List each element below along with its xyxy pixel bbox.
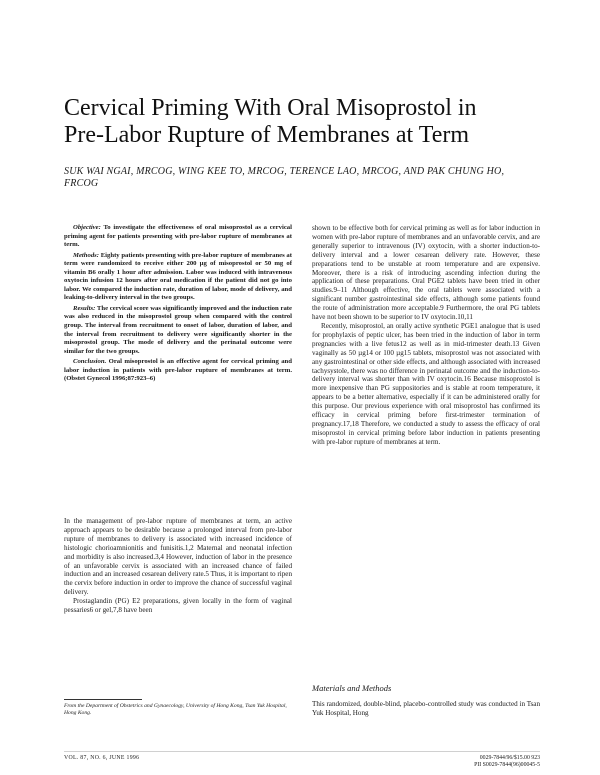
abstract-results [64, 305, 292, 356]
title-line-1: Cervical Priming With Oral Misoprostol in [64, 95, 477, 121]
objective-text: To investigate the effectiveness of oral misoprostol as a cervical priming agent for patients presenting with pre-labor rupture of membranes at term. [64, 224, 292, 249]
results-text: The cervical score was significantly improved and the induction rate was also reduced in the misoprostol group when compared with the control group. The interval from recruitment to onset of labor, duration of labor, and the interval from recruitment to delivery were significantly shorter in the misoprostol group. The mode of delivery and the perinatal outcome were similar for the two groups. [64, 304, 292, 355]
footnote-divider [64, 699, 142, 700]
affiliation-footnote: From the Department of Obstetrics and Gynaecology, University of Hong Kong, Tsan Yuk Hospital, Hong Kong. [64, 703, 287, 716]
conclusion-text: Oral misoprostol is an effective agent for cervical priming and labor induction in patients with pre-labor rupture of membranes at term. (Obstet Gynecol 1996;87:923–6) [64, 358, 293, 383]
results-label: Results: [73, 304, 96, 312]
abstract-conclusion [64, 358, 292, 384]
page-footer [64, 751, 540, 771]
objective-label: Objective: [73, 224, 101, 231]
intro-paragraph-1: In the management of pre-labor rupture of membranes at term, an active approach appears to be desirable because a prolonged interval from pre-labor rupture of membranes to delivery is associated with increased incidence of histologic chorioamnionitis and funisitis.1,2 Maternal and neonatal infection and morbidity is also increased.3,4 However, induction of labor in the presence of an unfavorable cervix is associated with an increased chance of failed induction and an increased cesarean delivery rate.5 Thus, it is important to ripen the cervix before induction in order to improve the chance of successful vaginal delivery. [64, 517, 292, 597]
introduction [64, 517, 292, 615]
article-title [64, 95, 544, 149]
right-paragraph-1: shown to be effective both for cervical priming as well as for labor induction in women with pre-labor rupture of membranes and an unfavorable cervix, and are generally superior to intravenous (IV) oxytocin, with a shorter induction-to-delivery interval and a lower cesarean delivery rate. However, these preparations tend to be unstable at room temperature and are expensive. Moreover, there is a risk of introducing ascending infection during the application of these preparations. Oral PGE2 tablets have been tried in other studies.9–11 Although effective, the oral tablets were associated with a significant number gastrointestinal side effects, although some patients found the route of administration more acceptable.9 Furthermore, the oral PG tablets have not been shown to be superior to IV oxytocin.10,11 [312, 224, 540, 322]
methods-section [312, 700, 540, 718]
methods-label: Methods: [73, 251, 100, 259]
journal-volume: VOL. 87, NO. 6, JUNE 1996 [64, 755, 140, 761]
methods-heading: Materials and Methods [312, 683, 392, 693]
abstract [64, 224, 292, 386]
intro-paragraph-2: Prostaglandin (PG) E2 preparations, given locally in the form of vaginal pessaries6 or gel,7,8 have been [64, 597, 292, 615]
issn-page: 0029-7844/96/$15.00 923 [479, 755, 540, 761]
right-column [312, 224, 540, 447]
methods-text: Eighty patients presenting with pre-labor rupture of membranes at term were randomized to receive either 200 µg of misoprostol or 50 mg of vitamin B6 orally 1 hour after admission. Labor was induced with intravenous oxytocin infusion 12 hours after oral medication if the patient did not go into labor. We compared the induction rate, duration of labor, mode of delivery, and leaking-to-delivery interval in the two groups. [64, 251, 292, 302]
abstract-objective [64, 224, 292, 250]
page-identifiers [474, 755, 540, 768]
title-line-2: Pre-Labor Rupture of Membranes at Term [64, 122, 470, 148]
methods-paragraph-1: This randomized, double-blind, placebo-controlled study was conducted in Tsan Yuk Hospital, Hong [312, 700, 540, 717]
conclusion-label: Conclusion. [73, 358, 107, 366]
pii-code: PII S0029-7844(96)00045-5 [474, 761, 540, 768]
author-list: SUK WAI NGAI, MRCOG, WING KEE TO, MRCOG, TERENCE LAO, MRCOG, AND PAK CHUNG HO, FRCOG [64, 166, 505, 189]
abstract-methods [64, 252, 292, 303]
right-paragraph-2: Recently, misoprostol, an orally active synthetic PGE1 analogue that is used for prophylaxis of peptic ulcer, has been tried in the induction of labor in term pregnancies with a live fetus12 as well as in mid-trimester death.13 Given vaginally as 50 µg14 or 100 µg15 tablets, misoprostol was not associated with any gastrointestinal or other side effects, and although associated with increased tachysystole, there was no difference in perinatal outcome and the induction-to-delivery interval was shorter than with IV oxytocin.16 Because misoprostol is more inexpensive than PG suppositories and is stable at room temperature, it appears to be a better alternative, especially if it can be administered orally for this purpose. Our previous experience with oral misoprostol has confirmed its efficacy in cervical priming before first-trimester termination of pregnancy.17,18 Therefore, we conducted a study to assess the efficacy of oral misoprostol in cervical priming before labor induction in patients presenting with pre-labor rupture of membranes at term. [312, 321, 540, 446]
